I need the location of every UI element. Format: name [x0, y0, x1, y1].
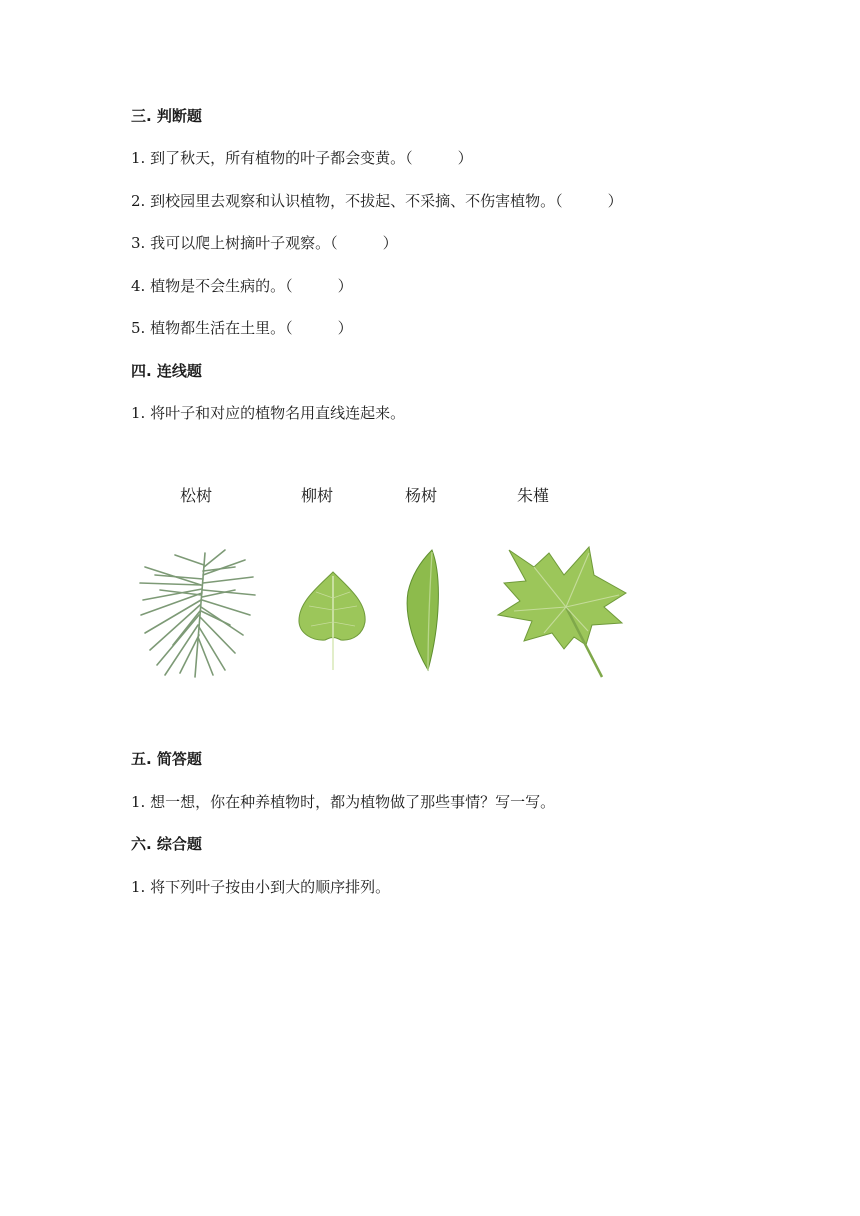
judgement-question-5: 5. 植物都生活在土里。（ ）	[131, 319, 353, 337]
poplar-leaf-image	[295, 568, 370, 673]
pine-needles-image	[135, 545, 260, 680]
judgement-question-1: 1. 到了秋天，所有植物的叶子都会变黄。（ ）	[131, 149, 473, 167]
section-heading-matching: 四. 连线题	[131, 362, 202, 380]
judgement-question-2: 2. 到校园里去观察和认识植物，不拔起、不采摘、不伤害植物。（ ）	[131, 192, 623, 210]
plant-label-willow: 柳树	[301, 486, 334, 505]
plant-label-hibiscus: 朱槿	[517, 486, 550, 505]
judgement-question-4: 4. 植物是不会生病的。（ ）	[131, 277, 353, 295]
judgement-question-3: 3. 我可以爬上树摘叶子观察。（ ）	[131, 234, 398, 252]
short-answer-question-1: 1. 想一想，你在种养植物时，都为植物做了那些事情？写一写。	[131, 793, 556, 811]
section-heading-comprehensive: 六. 综合题	[131, 835, 202, 853]
matching-question-1: 1. 将叶子和对应的植物名用直线连起来。	[131, 404, 406, 422]
section-heading-judgement: 三. 判断题	[131, 107, 202, 125]
comprehensive-question-1: 1. 将下列叶子按由小到大的顺序排列。	[131, 878, 391, 896]
willow-leaf-image	[400, 546, 445, 674]
plant-label-pine: 松树	[180, 486, 213, 505]
section-heading-short-answer: 五. 简答题	[131, 750, 202, 768]
hibiscus-leaf-image	[494, 545, 634, 680]
plant-label-poplar: 杨树	[405, 486, 438, 505]
